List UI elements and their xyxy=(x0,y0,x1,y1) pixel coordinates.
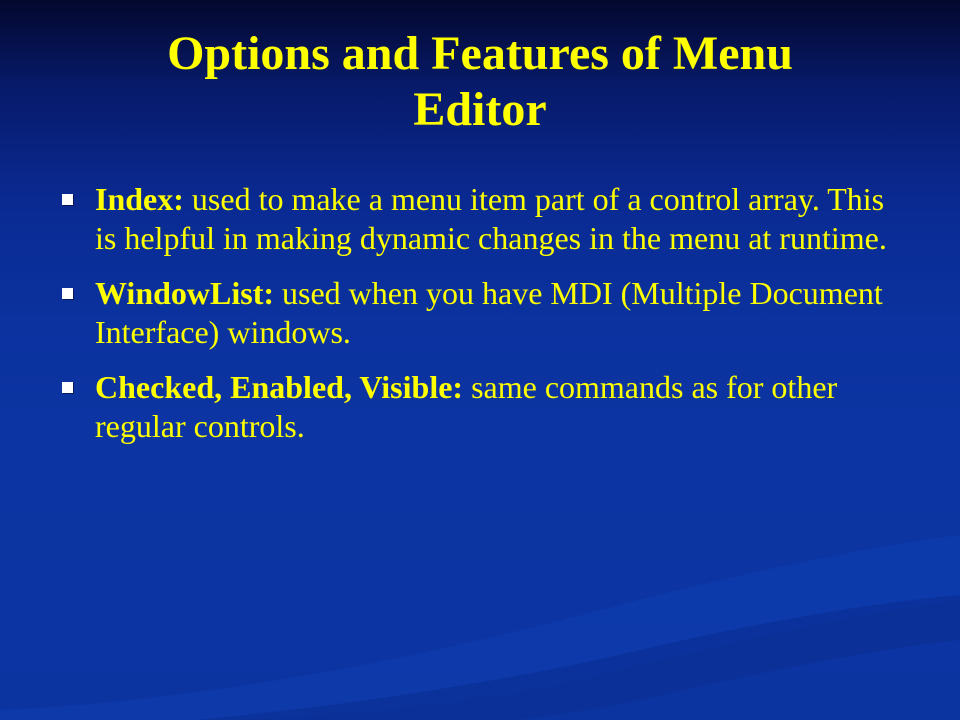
bullet-text: same commands as for other regular controls. xyxy=(95,369,838,444)
square-bullet-icon xyxy=(62,288,73,299)
bullet-item-index xyxy=(62,180,902,257)
square-bullet-icon xyxy=(62,194,73,205)
square-bullet-icon xyxy=(62,382,73,393)
bullet-term: WindowList: xyxy=(95,275,275,311)
slide-title xyxy=(60,26,900,138)
bullet-item-windowlist xyxy=(62,274,902,351)
bullet-list xyxy=(62,180,902,462)
bullet-term: Checked, Enabled, Visible: xyxy=(95,369,464,405)
slide-title-line-1: Options and Features of Menu xyxy=(167,27,793,80)
bullet-item-checked-enabled-visible xyxy=(62,368,902,445)
slide-title-line-2: Editor xyxy=(413,83,547,136)
bullet-text: used when you have MDI (Multiple Document Interface) windows. xyxy=(95,275,883,350)
bullet-text: used to make a menu item part of a control array. This is helpful in making dynamic changes in the menu at runtime. xyxy=(95,181,887,256)
bullet-term: Index: xyxy=(95,181,184,217)
